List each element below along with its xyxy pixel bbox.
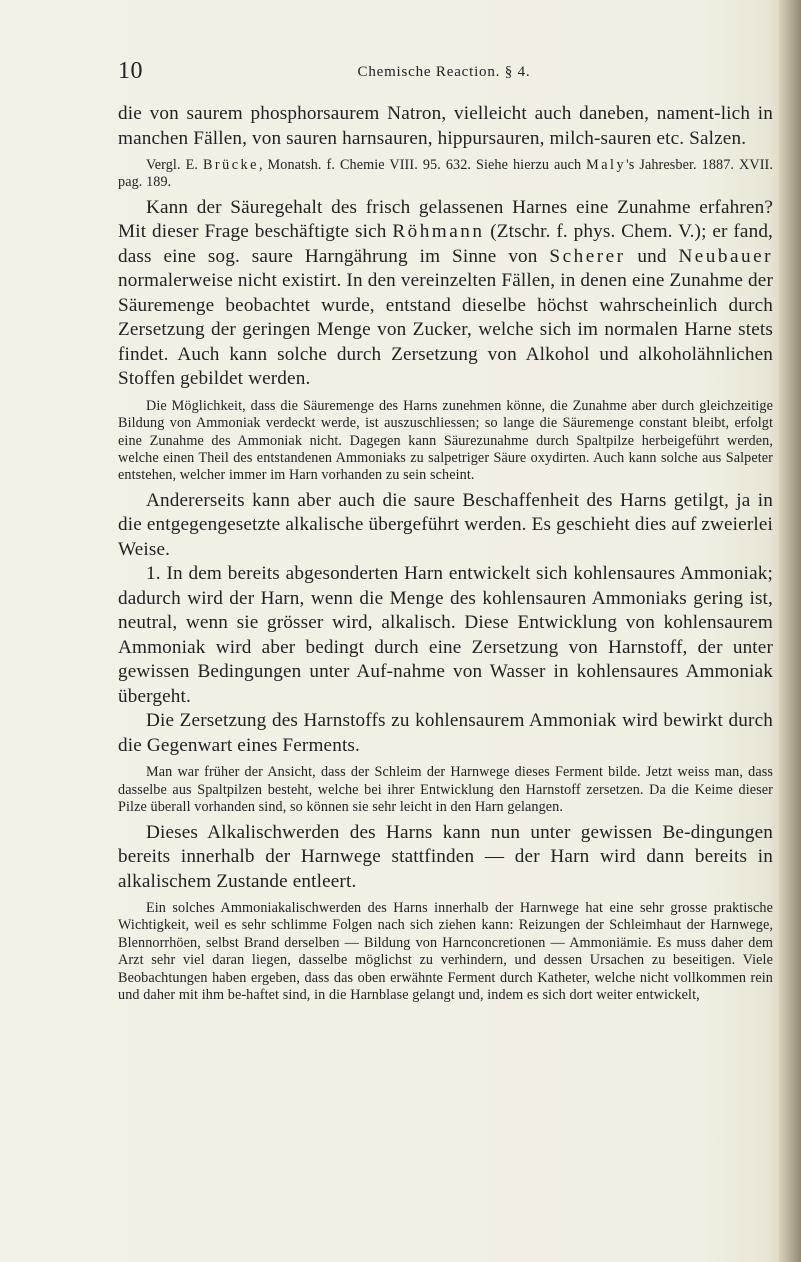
page-header <box>118 58 770 92</box>
paragraph-continuation: die von saurem phosphorsaurem Natron, vielleicht auch daneben, nament-lich in manchen Fällen, von sauren harnsauren, hippursauren, milch-sauren etc. Salzen. <box>118 103 773 149</box>
para-text: (Ztschr. f. phys. Chem. V.); er fand, dass eine sog. saure Harngährung im Sinne von <box>118 221 774 267</box>
ref-text: Vergl. E. <box>146 157 203 173</box>
note-schleim: Man war früher der Ansicht, dass der Schleim der Harnwege dieses Ferment bilde. Jetzt weiss man, dass dasselbe aus Spaltpilzen besteht, welche bei ihrer Entwicklung den Harnstoff zersetzen. Da die Keime dieser Pilze überall vorhanden sind, so können sie sehr leicht in den Harn gelangen. <box>118 764 773 816</box>
paragraph-alkalischwerden: Dieses Alkalischwerden des Harns kann nun unter gewissen Be-dingungen bereits innerhalb der Harnwege stattfinden — der Harn wird dann bereits in alkalischem Zustande entleert. <box>118 821 773 892</box>
ref-text: , Monatsh. f. Chemie VIII. 95. 632. Siehe hierzu auch <box>258 157 587 173</box>
paragraph-point-1: 1. In dem bereits abgesonderten Harn entwickelt sich kohlensaures Ammoniak; dadurch wird der Harn, wenn die Menge des kohlensauren Ammoniaks gering ist, neutral, wenn sie grösser wird, alkalisch. Diese Entwicklung von kohlensaurem Ammoniak wird aber bedingt durch eine Zersetzung von Harnstoff, der unter gewissen Bedingungen unter Auf-nahme von Wasser in kohlensaures Ammoniak übergeht. <box>118 563 773 707</box>
author-maly: Maly <box>586 157 627 173</box>
paragraph-andererseits: Andererseits kann aber auch die saure Beschaffenheit des Harns getilgt, ja in die entgegengesetzte alkalische übergeführt werden. Es geschieht dies auf zweierlei Weise. <box>118 489 773 560</box>
paragraph-saeuregehalt <box>118 196 773 392</box>
page-number: 10 <box>118 58 143 84</box>
note-moeglichkeit: Die Möglichkeit, dass die Säuremenge des Harns zunehmen könne, die Zunahme aber durch gleichzeitige Bildung von Ammoniak verdeckt werde, ist auszuschliessen; so lange die Säuremenge constant bleibt, erfolgt eine Zunahme des Ammoniak nicht. Dagegen kann Säurezunahme durch Spaltpilze herbeigeführt werden, welche einen Theil des entstandenen Ammoniaks zu salpetriger Säure oxydirten. Auch kann solche aus Salpeter entstehen, welcher immer im Harn vorhanden zu sein scheint. <box>118 397 773 484</box>
author-neubauer: Neubauer <box>678 245 774 267</box>
page-edge <box>779 0 801 1262</box>
note-ammoniakalisch: Ein solches Ammoniakalischwerden des Harns innerhalb der Harnwege hat eine sehr grosse praktische Wichtigkeit, weil es sehr schlimme Folgen nach sich ziehen kann: Reizungen der Schleimhaut der Harnwege, Blennorrhöen, selbst Brand derselben — Bildung von Harnconcretionen — Ammoniämie. Es muss daher dem Arzt sehr viel daran liegen, dasselbe möglichst zu verhindern, und dessen Ursachen zu beseitigen. Viele Beobachtungen haben ergeben, dass das oben erwähnte Ferment durch Katheter, welche nicht vollkommen rein und daher mit ihm be-haftet sind, in die Harnblase gelangt und, indem es sich dort weiter entwickelt, <box>118 900 773 1004</box>
page-body <box>118 102 773 1009</box>
ref-text: 's Jahresber. 1887. XVII. pag. 189. <box>118 157 773 191</box>
footnote-reference <box>118 157 773 192</box>
paragraph-ferment: Die Zersetzung des Harnstoffs zu kohlensaurem Ammoniak wird bewirkt durch die Gegenwart eines Ferments. <box>118 710 773 756</box>
author-scherer: Scherer <box>549 245 626 267</box>
para-text: und <box>625 245 679 267</box>
author-bruecke: Brücke <box>202 157 259 173</box>
para-text: Kann der Säuregehalt des frisch gelassenen Harnes eine Zunahme erfahren? Mit dieser Frage beschäftigte sich <box>118 196 773 243</box>
para-text: normalerweise nicht existirt. In den vereinzelten Fällen, in denen eine Zunahme der Säuremenge beobachtet wurde, entstand dieselbe höchst wahrscheinlich durch Zersetzung der geringen Menge von Zucker, welche sich im normalen Harne stets findet. Auch kann solche durch Zersetzung von Alkohol und alkoholähnlichen Stoffen gebildet werden. <box>118 270 773 390</box>
author-roehmann: Röhmann <box>392 221 485 243</box>
running-head: Chemische Reaction. § 4. <box>357 64 531 80</box>
